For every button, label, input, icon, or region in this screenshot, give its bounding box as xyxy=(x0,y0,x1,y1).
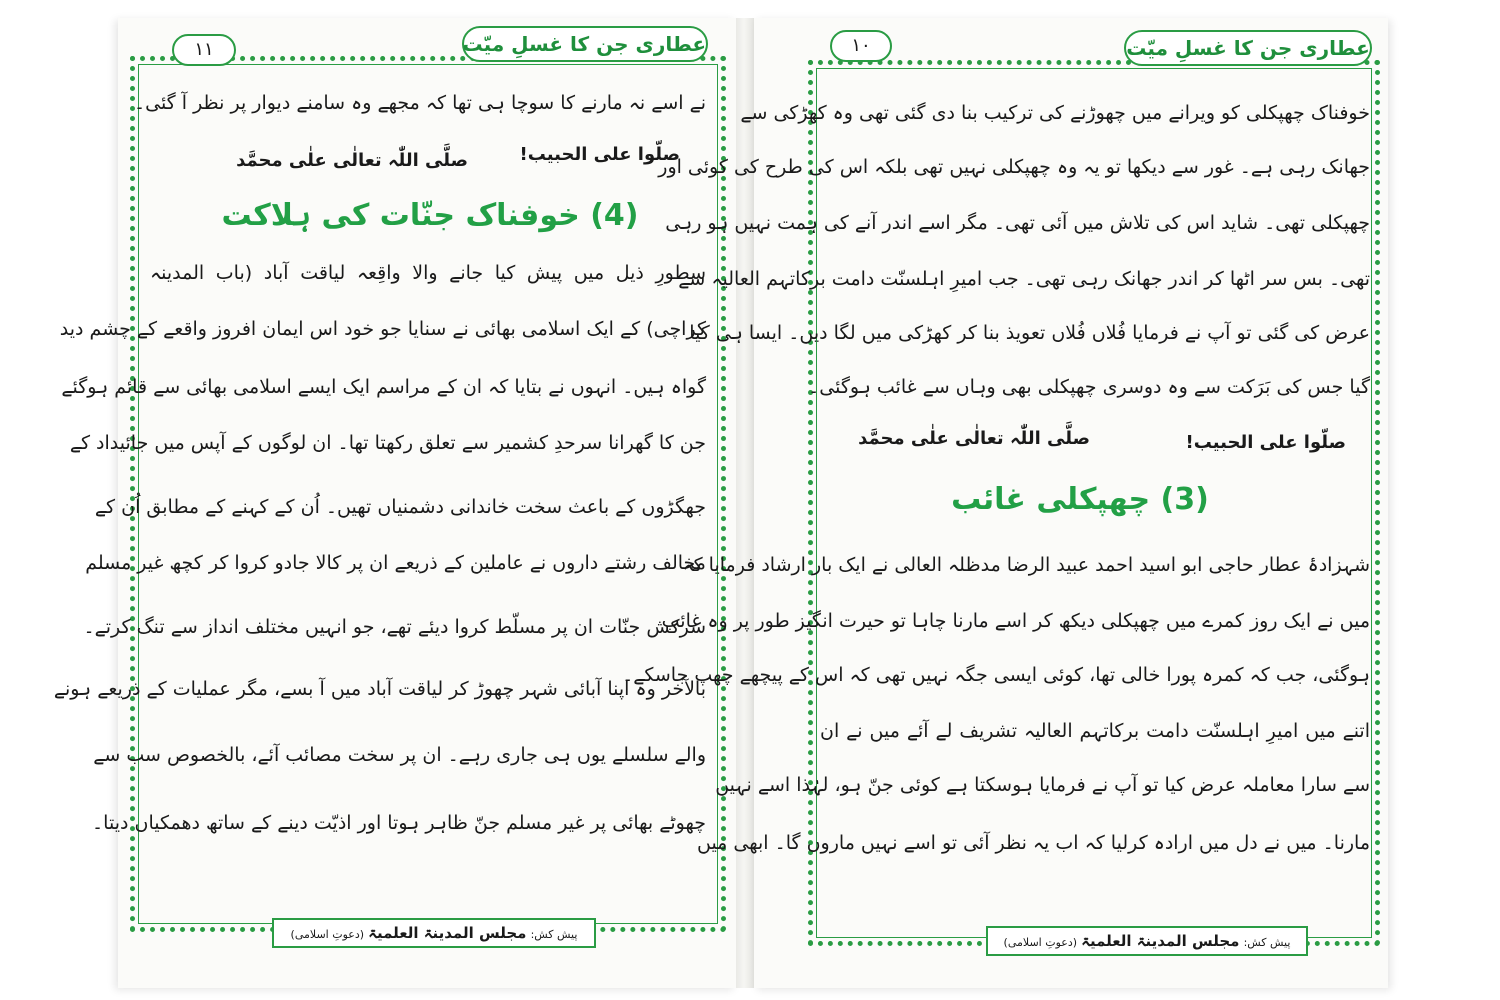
right-footer-suffix: (دعوتِ اسلامی) xyxy=(1003,936,1078,949)
left-text-line-8: سرکش جنّات ان پر مسلّط کروا دیئے تھے، جو انہیں مختلف انداز سے تنگ کرتے۔ xyxy=(83,616,706,638)
left-durood-left: صلَّی اللّٰہ تعالٰی علٰی محمَّد xyxy=(236,150,468,171)
right-text-line-10: اتنے میں امیرِ اہلسنّت دامت برکاتہم العالیہ تشریف لے آئے میں نے ان xyxy=(820,720,1370,742)
left-text-line-1: نے اسے نہ مارنے کا سوچا ہی تھا کہ مجھے وہ سامنے دیوار پر نظر آ گئی۔ xyxy=(133,92,706,114)
left-text-line-6: جھگڑوں کے باعث سخت خاندانی دشمنیاں تھیں۔ اُن کے کہنے کے مطابق اُن کے xyxy=(94,496,706,518)
right-text-line-2: جھانک رہی ہے۔ غور سے دیکھا تو یہ وہ چھپکلی نہیں تھی بلکہ اس کی طرح کی کوئی اور xyxy=(658,156,1370,178)
right-text-line-6: گیا جس کی بَرَکت سے وہ دوسری چھپکلی بھی وہاں سے غائب ہوگئی۔ xyxy=(808,376,1370,398)
left-page-header-title: عطاری جن کا غسلِ میّت xyxy=(462,26,708,62)
right-durood-right: صلّوا علی الحبیب! xyxy=(1185,432,1346,453)
right-text-line-12: مارنا۔ میں نے دل میں ارادہ کرلیا کہ اب یہ نظر آئی تو اسے نہیں ماروں گا۔ ابھی میں xyxy=(696,832,1370,854)
left-text-line-3: کراچی) کے ایک اسلامی بھائی نے سنایا جو خود اس ایمان افروز واقعے کے چشم دید xyxy=(59,318,706,340)
right-text-line-1: خوفناک چھپکلی کو ویرانے میں چھوڑنے کی ترکیب بنا دی گئی تھی وہ کھڑکی سے xyxy=(740,102,1370,124)
right-page-footer xyxy=(986,926,1308,956)
left-section-heading: (4) خوفناک جنّات کی ہلاکت xyxy=(221,198,639,233)
right-text-line-9: ہوگئی، جب کہ کمرہ پورا خالی تھا، کوئی ایسی جگہ نہیں تھی کہ اس کے پیچھے چھپ جاسکے۔ xyxy=(622,664,1370,686)
right-text-line-8: میں نے ایک روز کمرے میں چھپکلی دیکھ کر اسے مارنا چاہا تو حیرت انگیز طور پر وہ غائب xyxy=(661,610,1370,632)
left-text-line-5: جن کا گھرانا سرحدِ کشمیر سے تعلق رکھتا تھا۔ ان لوگوں کے آپس میں جائیداد کے xyxy=(69,432,706,454)
left-text-line-4: گواہ ہیں۔ انہوں نے بتایا کہ ان کے مراسم ایک ایسے اسلامی بھائی سے قائم ہوگئے xyxy=(61,376,706,398)
right-text-line-11: سے سارا معاملہ عرض کیا تو آپ نے فرمایا ہوسکتا ہے کوئی جنّ ہو، لہٰذا اسے نہیں xyxy=(715,774,1370,796)
right-durood-left: صلَّی اللّٰہ تعالٰی علٰی محمَّد xyxy=(858,428,1090,449)
left-text-line-9: بالآخر وہ اپنا آبائی شہر چھوڑ کر لیاقت آباد میں آ بسے، مگر عملیات کے ذریعے ہونے xyxy=(53,678,706,700)
right-footer-prefix: پیش کش: xyxy=(1243,936,1291,949)
left-text-line-2: سطورِ ذیل میں پیش کیا جانے والا واقِعہ لیاقت آباد (باب المدینہ xyxy=(150,262,706,284)
right-text-line-4: تھی۔ بس سر اٹھا کر اندر جھانک رہی تھی۔ جب امیرِ اہلسنّت دامت برکاتہم العالیہ سے xyxy=(678,268,1370,290)
left-page-footer xyxy=(272,918,596,948)
right-text-line-7: شہزادۂ عطار حاجی ابو اسید احمد عبید الرضا مدظلہ العالی نے ایک بار ارشاد فرمایا کہ xyxy=(682,554,1370,576)
right-page-number: ۱۰ xyxy=(830,30,892,62)
right-footer-publisher: مجلس المدینۃ العلمیۃ xyxy=(1081,932,1240,950)
right-page-header-title: عطاری جن کا غسلِ میّت xyxy=(1124,30,1372,66)
left-text-line-10: والے سلسلے یوں ہی جاری رہے۔ ان پر سخت مصائب آئے، بالخصوص سب سے xyxy=(93,744,706,766)
left-footer-publisher: مجلس المدینۃ العلمیۃ xyxy=(368,924,527,942)
left-text-line-11: چھوٹے بھائی پر غیر مسلم جنّ ظاہر ہوتا اور اذیّت دینے کے ساتھ دھمکیاں دیتا۔ xyxy=(92,812,706,834)
left-footer-suffix: (دعوتِ اسلامی) xyxy=(290,928,365,941)
left-page-number: ۱۱ xyxy=(172,34,236,66)
right-text-line-5: عرض کی گئی تو آپ نے فرمایا فُلاں فُلاں تعویذ بنا کر کھڑکی میں لگا دیں۔ ایسا ہی کیا xyxy=(689,322,1370,344)
right-section-heading: (3) چھپکلی غائب xyxy=(951,482,1209,517)
left-durood-right: صلّوا علی الحبیب! xyxy=(519,144,680,165)
left-footer-prefix: پیش کش: xyxy=(530,928,578,941)
right-text-line-3: چھپکلی تھی۔ شاید اس کی تلاش میں آئی تھی۔ مگر اسے اندر آنے کی ہمت نہیں ہو رہی xyxy=(665,212,1370,234)
left-text-line-7: مخالف رشتے داروں نے عاملین کے ذریعے ان پر کالا جادو کروا کر کچھ غیر مسلم xyxy=(85,552,706,574)
